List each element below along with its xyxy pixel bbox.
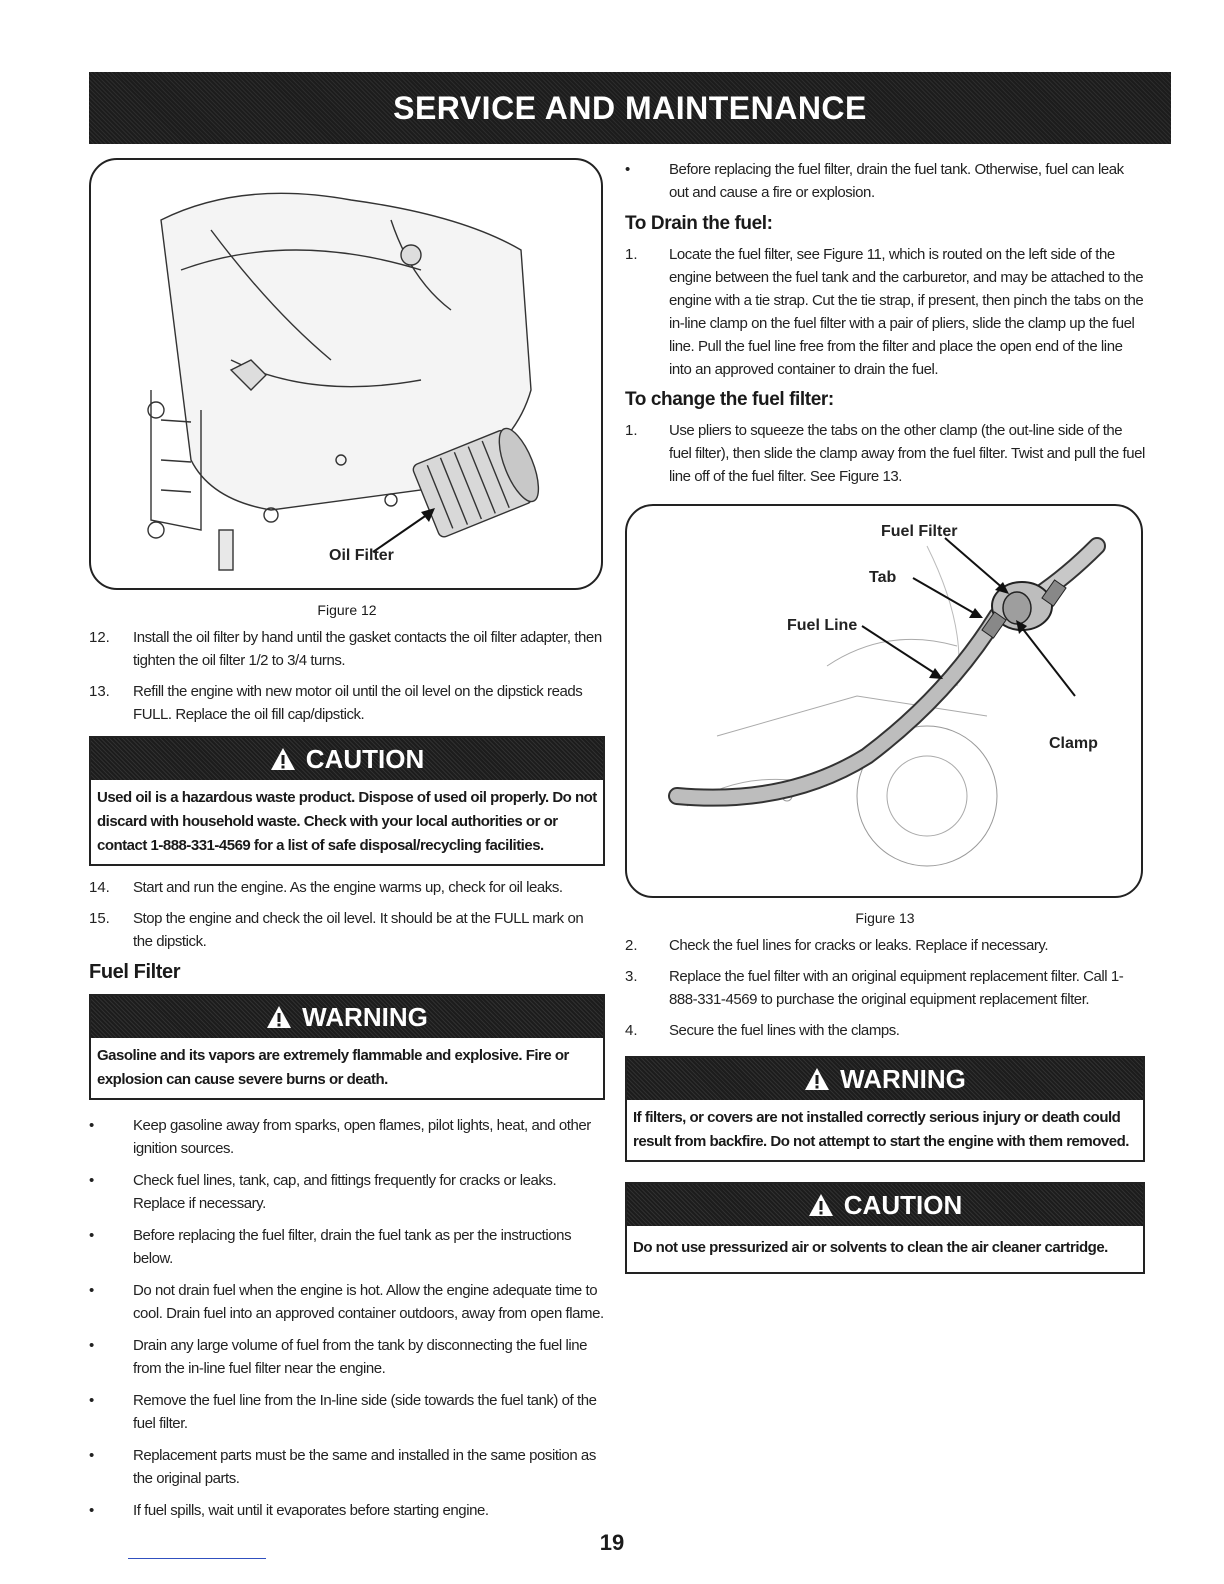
fuel-line-label: Fuel Line	[787, 617, 858, 634]
alert-triangle-icon	[270, 747, 296, 771]
figure-12-illustration	[89, 158, 603, 590]
warning-title: WARNING	[840, 1063, 966, 1094]
figure-13-illustration	[625, 504, 1143, 898]
step-15: 15. Stop the engine and check the oil level. It should be at the FULL mark on the dipstick.	[89, 910, 584, 950]
list-item: • Remove the fuel line from the In-line side (side towards the fuel tank) of the fuel filter.	[89, 1392, 597, 1432]
list-item: • If fuel spills, wait until it evaporates before starting engine.	[89, 1502, 489, 1519]
caution-title: CAUTION	[843, 1189, 963, 1220]
warning-box-gasoline	[89, 994, 605, 1100]
footer-rule	[128, 1558, 266, 1559]
step-13: 13. Refill the engine with new motor oil until the oil level on the dipstick reads FULL. Replace the oil fill cap/dipstick.	[89, 683, 583, 723]
alert-triangle-icon	[808, 1193, 834, 1217]
step-12: 12. Install the oil filter by hand until the gasket contacts the oil filter adapter, then tighten the oil filter 1/2 to 3/4 turns.	[89, 629, 602, 669]
page-number: 19	[599, 1530, 625, 1555]
fuel-filter-label: Fuel Filter	[881, 523, 958, 540]
caution-text: Do not use pressurized air or solvents to clean the air cleaner cartridge.	[633, 1239, 1108, 1256]
drain-step-1: 1. Locate the fuel filter, see Figure 11, which is routed on the left side of the engine between the fuel tank and the carburetor, and may be attached to the engine with a tie strap. Cut the tie strap, if present, then pinch the tabs on the in-line clamp on the fuel filter with a pair of pliers, slide the clamp up the fuel line. Pull the fuel line free from the filter and place the open end of the line into an approved container to drain the fuel.	[625, 246, 1144, 378]
warning-text: Gasoline and its vapors are extremely flammable and explosive. Fire or explosion can cause severe burns or death.	[97, 1047, 569, 1088]
oil-filter-label: Oil Filter	[329, 547, 394, 564]
warning-title: WARNING	[302, 1001, 428, 1032]
change-filter-heading: To change the fuel filter:	[625, 389, 834, 410]
caution-header	[627, 1184, 1143, 1226]
list-item: • Before replacing the fuel filter, drain the fuel tank as per the instructions below.	[89, 1227, 572, 1267]
warning-box-backfire	[625, 1056, 1145, 1162]
caution-header	[91, 738, 603, 780]
step-3: 3. Replace the fuel filter with an original equipment replacement filter. Call 1-888-331-4569 to purchase the original equipment replacement filter.	[625, 968, 1124, 1008]
list-item: • Before replacing the fuel filter, drain the fuel tank. Otherwise, fuel can leak out and cause a fire or explosion.	[625, 161, 1124, 201]
list-item: • Keep gasoline away from sparks, open flames, pilot lights, heat, and other ignition sources.	[89, 1117, 591, 1157]
clamp-label: Clamp	[1049, 735, 1098, 752]
warning-text: If filters, or covers are not installed correctly serious injury or death could result from backfire. Do not attempt to start the engine with them removed.	[633, 1109, 1129, 1150]
engine-oil-filter-drawing	[91, 160, 601, 588]
left-column	[89, 158, 605, 1531]
fuel-filter-drawing	[627, 506, 1141, 896]
drain-fuel-heading: To Drain the fuel:	[625, 213, 773, 234]
warning-header	[627, 1058, 1143, 1100]
tab-label: Tab	[869, 569, 897, 586]
step-14: 14. Start and run the engine. As the engine warms up, check for oil leaks.	[89, 879, 563, 896]
caution-title: CAUTION	[305, 743, 425, 774]
caution-box-air-cleaner	[625, 1182, 1145, 1274]
list-item: • Check fuel lines, tank, cap, and fittings frequently for cracks or leaks. Replace if necessary.	[89, 1172, 557, 1212]
list-item: • Replacement parts must be the same and installed in the same position as the original parts.	[89, 1447, 596, 1487]
figure-12-caption: Figure 12	[317, 602, 377, 618]
alert-triangle-icon	[804, 1067, 830, 1091]
list-item: • Do not drain fuel when the engine is hot. Allow the engine adequate time to cool. Drain fuel into an approved container outdoors, away from open flame.	[89, 1282, 604, 1322]
step-4: 4. Secure the fuel lines with the clamps.	[625, 1022, 900, 1039]
alert-triangle-icon	[266, 1005, 292, 1029]
fuel-safety-bullet-list	[89, 1114, 605, 1522]
caution-text: Used oil is a hazardous waste product. Dispose of used oil properly. Do not discard with household waste. Check with your local authorities or or contact 1-888-331-4569 for a list of safe disposal/recycling facilities.	[97, 789, 597, 854]
right-column	[625, 158, 1145, 1284]
page-title: SERVICE AND MAINTENANCE	[393, 89, 867, 126]
figure-13-caption: Figure 13	[855, 910, 915, 926]
page-header-banner	[89, 72, 1171, 144]
fuel-filter-heading: Fuel Filter	[89, 961, 181, 983]
step-2: 2. Check the fuel lines for cracks or leaks. Replace if necessary.	[625, 937, 1049, 954]
caution-box-used-oil	[89, 736, 605, 866]
change-step-1: 1. Use pliers to squeeze the tabs on the other clamp (the out-line side of the fuel filter), then slide the clamp away from the fuel filter. Twist and pull the fuel line off of the fuel filter. See Figure 13.	[625, 422, 1145, 485]
list-item: • Drain any large volume of fuel from the tank by disconnecting the fuel line from the in-line fuel filter near the engine.	[89, 1337, 588, 1377]
warning-header	[91, 996, 603, 1038]
